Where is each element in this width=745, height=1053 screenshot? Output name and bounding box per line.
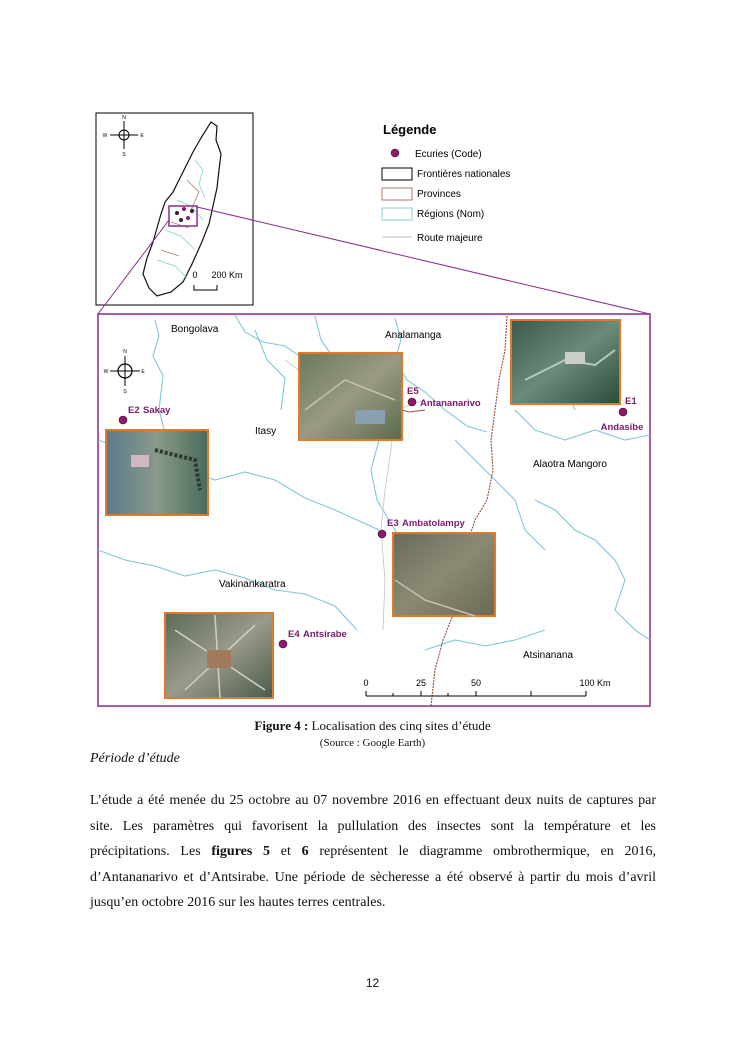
- map-compass-w: W: [103, 369, 109, 375]
- paragraph-bold-figures-5: figures 5: [211, 844, 271, 859]
- map-compass-n: N: [123, 349, 127, 355]
- inset-compass-e: E: [140, 133, 144, 139]
- legend-item-provinces: Provinces: [417, 189, 461, 200]
- legend-marker-stables: [391, 149, 399, 157]
- legend-title: Légende: [383, 122, 437, 137]
- site-e2-code: E2: [128, 405, 140, 416]
- inset-map: [96, 113, 253, 305]
- region-label-atsinanana: Atsinanana: [523, 650, 574, 661]
- main-map: [98, 314, 650, 706]
- legend-item-regions: Régions (Nom): [417, 209, 485, 220]
- inset-compass-s: S: [122, 152, 126, 158]
- figure-caption: [0, 718, 745, 734]
- scale-tick-50: 50: [470, 678, 482, 688]
- region-label-alaotra-mangoro: Alaotra Mangoro: [533, 459, 607, 470]
- site-e3-name: Ambatolampy: [402, 518, 465, 529]
- region-label-analamanga: Analamanga: [385, 330, 442, 341]
- legend: [382, 122, 510, 244]
- site-e5-code: E5: [407, 386, 419, 397]
- site-photo-e3: [393, 533, 495, 616]
- legend-item-borders: Frontières nationales: [417, 169, 511, 180]
- site-e3-code: E3: [387, 518, 399, 529]
- region-label-itasy: Itasy: [255, 426, 277, 437]
- paragraph-part-3: représentent le diagramme ombrothermique, en 2016, d’Antananarivo et d’Antsirabe. Une période de sècheresse a été observé à partir du mois d’avril jusqu’en octobre 2016 sur les hautes terres centrales.: [90, 844, 656, 910]
- study-sites-map-figure: [95, 110, 655, 710]
- site-e1-code: E1: [625, 396, 637, 407]
- site-e4-code: E4: [288, 629, 300, 640]
- legend-swatch-provinces: [382, 188, 412, 200]
- site-photo-e2: [106, 430, 208, 515]
- inset-scale-label: 200 Km: [211, 270, 243, 280]
- inset-scale-zero: 0: [192, 270, 198, 280]
- figure-caption-text: Localisation des cinq sites d’étude: [308, 718, 491, 733]
- site-photo-e1: [511, 320, 620, 404]
- paragraph-part-2: et: [270, 844, 302, 859]
- site-photo-e4: [165, 613, 273, 698]
- body-paragraph: [90, 788, 656, 916]
- page-number: 12: [365, 976, 380, 990]
- site-photo-e5: [299, 353, 402, 440]
- paragraph-bold-6: 6: [301, 844, 309, 859]
- inset-compass-w: W: [102, 133, 108, 139]
- site-e2-name: Sakay: [143, 405, 171, 416]
- site-e5-name: Antananarivo: [420, 398, 481, 409]
- legend-swatch-borders: [382, 168, 412, 180]
- site-e4-name: Antsirabe: [303, 629, 347, 640]
- map-compass-e: E: [141, 369, 145, 375]
- region-label-bongolava: Bongolava: [171, 324, 219, 335]
- scale-tick-0: 0: [363, 678, 369, 688]
- scale-tick-100: 100 Km: [579, 678, 611, 688]
- scale-tick-25: 25: [415, 678, 427, 688]
- inset-compass-n: N: [122, 115, 126, 121]
- map-compass-s: S: [123, 389, 127, 395]
- region-label-vakinankaratra: Vakinankaratra: [219, 579, 286, 590]
- section-title: Période d’étude: [90, 751, 180, 766]
- site-e1-name: Andasibe: [600, 422, 644, 433]
- figure-source: (Source : Google Earth): [319, 737, 426, 749]
- legend-swatch-regions: [382, 208, 412, 220]
- legend-item-road: Route majeure: [417, 233, 483, 244]
- paragraph-part-1: L’étude a été menée du 25 octobre au 07 novembre 2016 en effectuant deux nuits de captures par site. Les paramètres qui favorisent la pullulation des insectes sont la température et les précipitations. Les: [90, 793, 656, 859]
- figure-caption-label: Figure 4 :: [254, 718, 309, 733]
- legend-item-stables: Ecuries (Code): [415, 149, 482, 160]
